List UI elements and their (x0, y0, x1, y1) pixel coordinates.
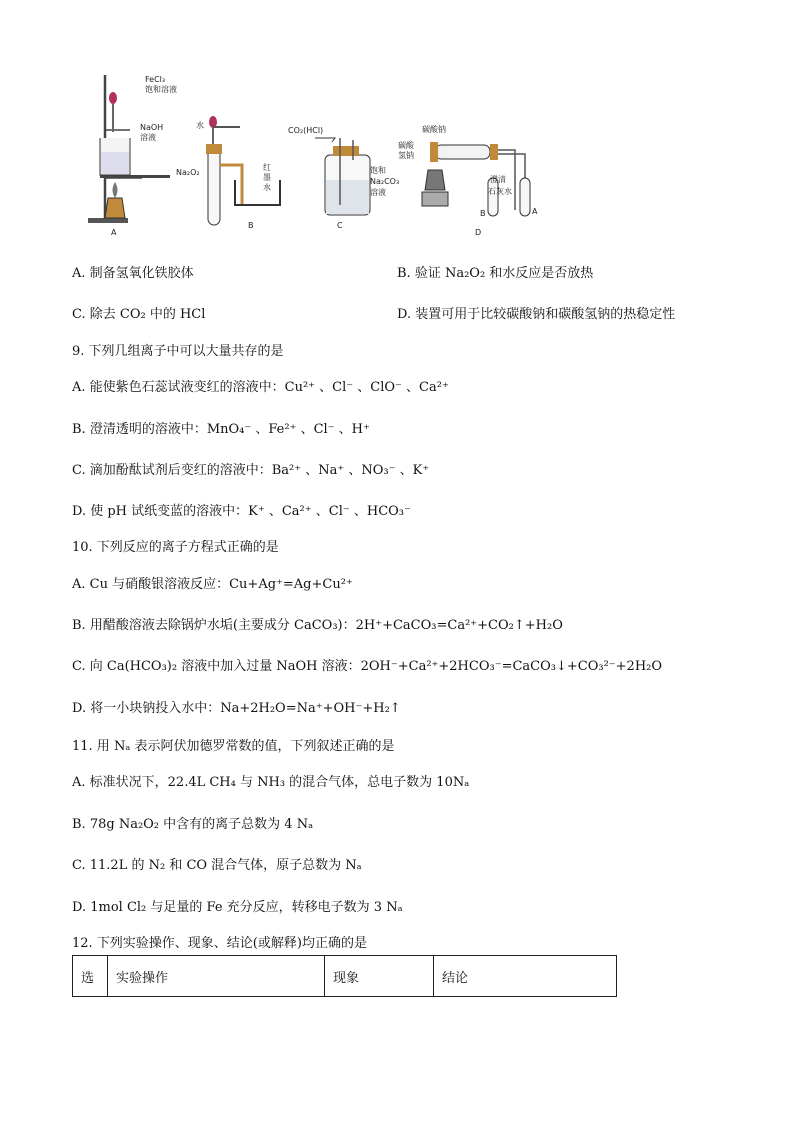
apparatus-d (398, 124, 538, 237)
q11-option-c: C. 11.2L 的 N₂ 和 CO 混合气体，原子总数为 Nₐ (72, 858, 362, 873)
q11-option-b: B. 78g Na₂O₂ 中含有的离子总数为 4 Nₐ (72, 817, 314, 832)
svg-text:澄清: 澄清 (490, 175, 506, 184)
q9-option-a: A. 能使紫色石蕊试液变红的溶液中：Cu²⁺ 、Cl⁻ 、ClO⁻ 、Ca²⁺ (72, 380, 449, 395)
table-header-row (73, 956, 617, 997)
q12-stem: 12. 下列实验操作、现象、结论(或解释)均正确的是 (72, 936, 367, 951)
q11-option-d: D. 1mol Cl₂ 与足量的 Fe 充分反应，转移电子数为 3 Nₐ (72, 900, 403, 915)
q11-stem: 11. 用 Nₐ 表示阿伏加德罗常数的值，下列叙述正确的是 (72, 739, 395, 754)
q8-option-a: A. 制备氢氧化铁胶体 (72, 266, 194, 281)
q8-option-d: D. 装置可用于比较碳酸钠和碳酸氢钠的热稳定性 (397, 307, 676, 322)
svg-text:碳酸: 碳酸 (398, 141, 414, 150)
svg-text:溶液: 溶液 (140, 133, 156, 142)
q11-option-a: A. 标准状况下，22.4L CH₄ 与 NH₃ 的混合气体，总电子数为 10Nₐ (72, 775, 470, 790)
svg-text:A: A (532, 207, 538, 216)
q10-stem: 10. 下列反应的离子方程式正确的是 (72, 540, 279, 555)
header-choice: 选 (73, 956, 108, 997)
svg-text:CO₂(HCl): CO₂(HCl) (288, 126, 324, 135)
svg-text:水: 水 (263, 183, 271, 192)
svg-text:Na₂CO₃: Na₂CO₃ (370, 177, 400, 186)
q9-stem: 9. 下列几组离子中可以大量共存的是 (72, 344, 284, 359)
q9-option-b: B. 澄清透明的溶液中：MnO₄⁻ 、Fe²⁺ 、Cl⁻ 、H⁺ (72, 422, 370, 437)
svg-text:A: A (111, 228, 117, 237)
q8-option-c: C. 除去 CO₂ 中的 HCl (72, 307, 206, 322)
header-conclusion: 结论 (434, 956, 617, 997)
svg-text:氢钠: 氢钠 (398, 151, 414, 160)
svg-text:B: B (248, 221, 254, 230)
svg-text:NaOH: NaOH (140, 123, 164, 132)
q9-option-d: D. 使 pH 试纸变蓝的溶液中：K⁺ 、Ca²⁺ 、Cl⁻ 、HCO₃⁻ (72, 504, 411, 519)
svg-text:B: B (480, 209, 486, 218)
q10-option-b: B. 用醋酸溶液去除锅炉水垢(主要成分 CaCO₃)：2H⁺+CaCO₃=Ca²⁺+CO₂↑+H₂O (72, 618, 563, 633)
header-phenomenon: 现象 (325, 956, 434, 997)
svg-text:红: 红 (263, 163, 271, 172)
svg-text:饱和溶液: 饱和溶液 (145, 85, 177, 94)
q8-option-b: B. 验证 Na₂O₂ 和水反应是否放热 (397, 266, 594, 281)
svg-text:Na₂O₂: Na₂O₂ (176, 168, 200, 177)
svg-text:水: 水 (196, 121, 204, 130)
svg-text:饱和: 饱和 (370, 166, 386, 175)
svg-text:碳酸钠: 碳酸钠 (422, 125, 446, 134)
svg-text:FeCl₃: FeCl₃ (145, 75, 166, 84)
q12-table (72, 955, 617, 997)
q10-option-c: C. 向 Ca(HCO₃)₂ 溶液中加入过量 NaOH 溶液：2OH⁻+Ca²⁺+2HCO₃⁻=CaCO₃↓+CO₃²⁻+2H₂O (72, 659, 663, 674)
svg-text:溶液: 溶液 (370, 188, 386, 197)
apparatus-figure (70, 70, 560, 240)
apparatus-c (288, 126, 399, 230)
apparatus-b (176, 116, 280, 230)
apparatus-a (88, 75, 177, 237)
q10-option-d: D. 将一小块钠投入水中：Na+2H₂O=Na⁺+OH⁻+H₂↑ (72, 701, 401, 716)
q10-option-a: A. Cu 与硝酸银溶液反应：Cu+Ag⁺=Ag+Cu²⁺ (72, 577, 353, 592)
q9-option-c: C. 滴加酚酞试剂后变红的溶液中：Ba²⁺ 、Na⁺ 、NO₃⁻ 、K⁺ (72, 463, 430, 478)
svg-text:石灰水: 石灰水 (488, 187, 512, 196)
svg-text:D: D (475, 228, 482, 237)
svg-text:C: C (337, 221, 343, 230)
svg-text:墨: 墨 (263, 173, 271, 182)
header-operation: 实验操作 (108, 956, 325, 997)
